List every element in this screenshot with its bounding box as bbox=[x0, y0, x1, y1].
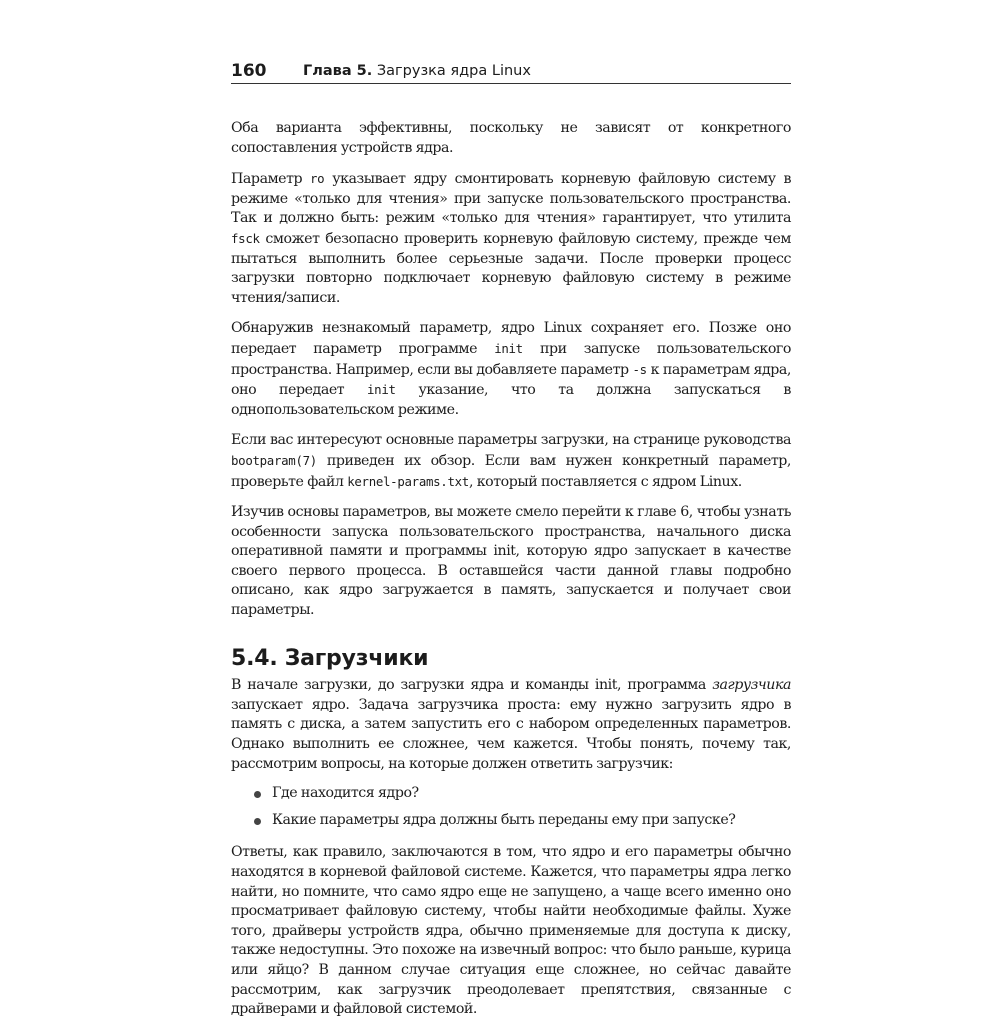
paragraph-5: Изучив основы параметров, вы можете смело перейти к главе 6, чтобы узнать особенности запуска пользовательского пространства, начального диска оперативной памяти и программы init, которую ядро запускает в качестве своего первого процесса. В оставшейся части данной главы подробно описано, как ядро загружается в память, запускается и получает свои параметры. bbox=[231, 504, 791, 619]
chapter-title bbox=[303, 63, 531, 79]
paragraph-1: Оба варианта эффективны, поскольку не зависят от конкретного сопоставления устройств ядра. bbox=[231, 120, 791, 156]
section-heading: 5.4. Загрузчики bbox=[231, 645, 429, 671]
paragraph-3-text: к параметрам ядра, оно передает bbox=[231, 361, 791, 399]
paragraph-4-text: приведен их обзор. Если вам нужен конкретный параметр, проверьте файл bbox=[231, 452, 791, 490]
paragraph-2-text: указывает ядру смонтировать корневую файловую систему в режиме «только для чтения» при запуске пользовательского пространства. Так и должно быть: режим «только для чтения» гарантирует, что утилита bbox=[231, 171, 791, 227]
section-intro bbox=[231, 676, 791, 774]
code-init: init bbox=[494, 340, 523, 356]
paragraph-4-text: Если вас интересуют основные параметры загрузки, на странице руководства bbox=[231, 432, 791, 449]
code-s: -s bbox=[632, 361, 647, 377]
section-intro-text: запускает ядро. Задача загрузчика проста: ему нужно загрузить ядро в память с диска, а затем запустить его с набором определенных параметров. Однако выполнить ее сложнее, чем кажется. Чтобы понять, почему так, рассмотрим вопросы, на которые должен ответить загрузчик: bbox=[231, 696, 791, 772]
paragraph-3 bbox=[231, 319, 791, 420]
bullet-dot bbox=[254, 791, 261, 798]
body-text bbox=[231, 119, 791, 1020]
paragraph-2-text: сможет безопасно проверить корневую файловую систему, прежде чем пытаться выполнить более серьезные задачи. После проверки процесс загрузки повторно подключает корневую файловую систему в режиме чтения/записи. bbox=[231, 230, 791, 306]
question-list bbox=[231, 784, 791, 830]
paragraph-closing: Ответы, как правило, заключаются в том, что ядро и его параметры обычно находятся в корневой файловой системе. Кажется, что параметры ядра легко найти, но помните, что само ядро еще не запущено, а чаще всего именно оно просматривает файловую систему, чтобы найти необходимые файлы. Хуже того, драйверы устройств ядра, обычно применяемые для доступа к диску, также недоступны. Это похоже на извечный вопрос: что было раньше, курица или яйцо? В данном случае ситуация еще сложнее, но сейчас давайте рассмотрим, как загрузчик преодолевает препятствия, связанные с драйверами и файловой системой. bbox=[231, 844, 791, 1018]
list-item-text: Где находится ядро? bbox=[272, 785, 419, 802]
list-item bbox=[231, 811, 791, 831]
section-intro-text: В начале загрузки, до загрузки ядра и команды init, программа bbox=[231, 677, 713, 694]
paragraph-3-text: при запуске пользовательского пространства. Например, если вы добавляете параметр bbox=[231, 340, 792, 378]
code-bootparam: bootparam(7) bbox=[231, 452, 317, 468]
paragraph-3-text: Обнаружив незнакомый параметр, ядро Linux сохраняет его. Позже оно передает параметр программе bbox=[231, 320, 791, 357]
chapter-label: Глава 5. bbox=[303, 63, 373, 79]
code-kernel-params: kernel-params.txt bbox=[347, 473, 469, 489]
paragraph-2 bbox=[231, 169, 791, 308]
running-head bbox=[231, 58, 791, 84]
paragraph-4-text: , который поставляется с ядром Linux. bbox=[468, 473, 742, 490]
page-number: 160 bbox=[231, 61, 267, 81]
book-page bbox=[231, 58, 791, 1020]
code-ro: ro bbox=[310, 171, 325, 187]
bullet-dot bbox=[254, 818, 261, 825]
code-init: init bbox=[367, 382, 396, 398]
header-rule bbox=[231, 83, 791, 84]
list-item bbox=[231, 784, 791, 804]
paragraph-4 bbox=[231, 431, 791, 492]
paragraph-2-text: Параметр bbox=[231, 171, 310, 188]
paragraph-3-text: указание, что та должна запускаться в однопользовательском режиме. bbox=[231, 382, 791, 418]
code-fsck: fsck bbox=[231, 230, 260, 246]
term-bootloader: загрузчика bbox=[712, 677, 791, 694]
list-item-text: Какие параметры ядра должны быть переданы ему при запуске? bbox=[272, 811, 736, 828]
chapter-name: Загрузка ядра Linux bbox=[376, 63, 531, 79]
